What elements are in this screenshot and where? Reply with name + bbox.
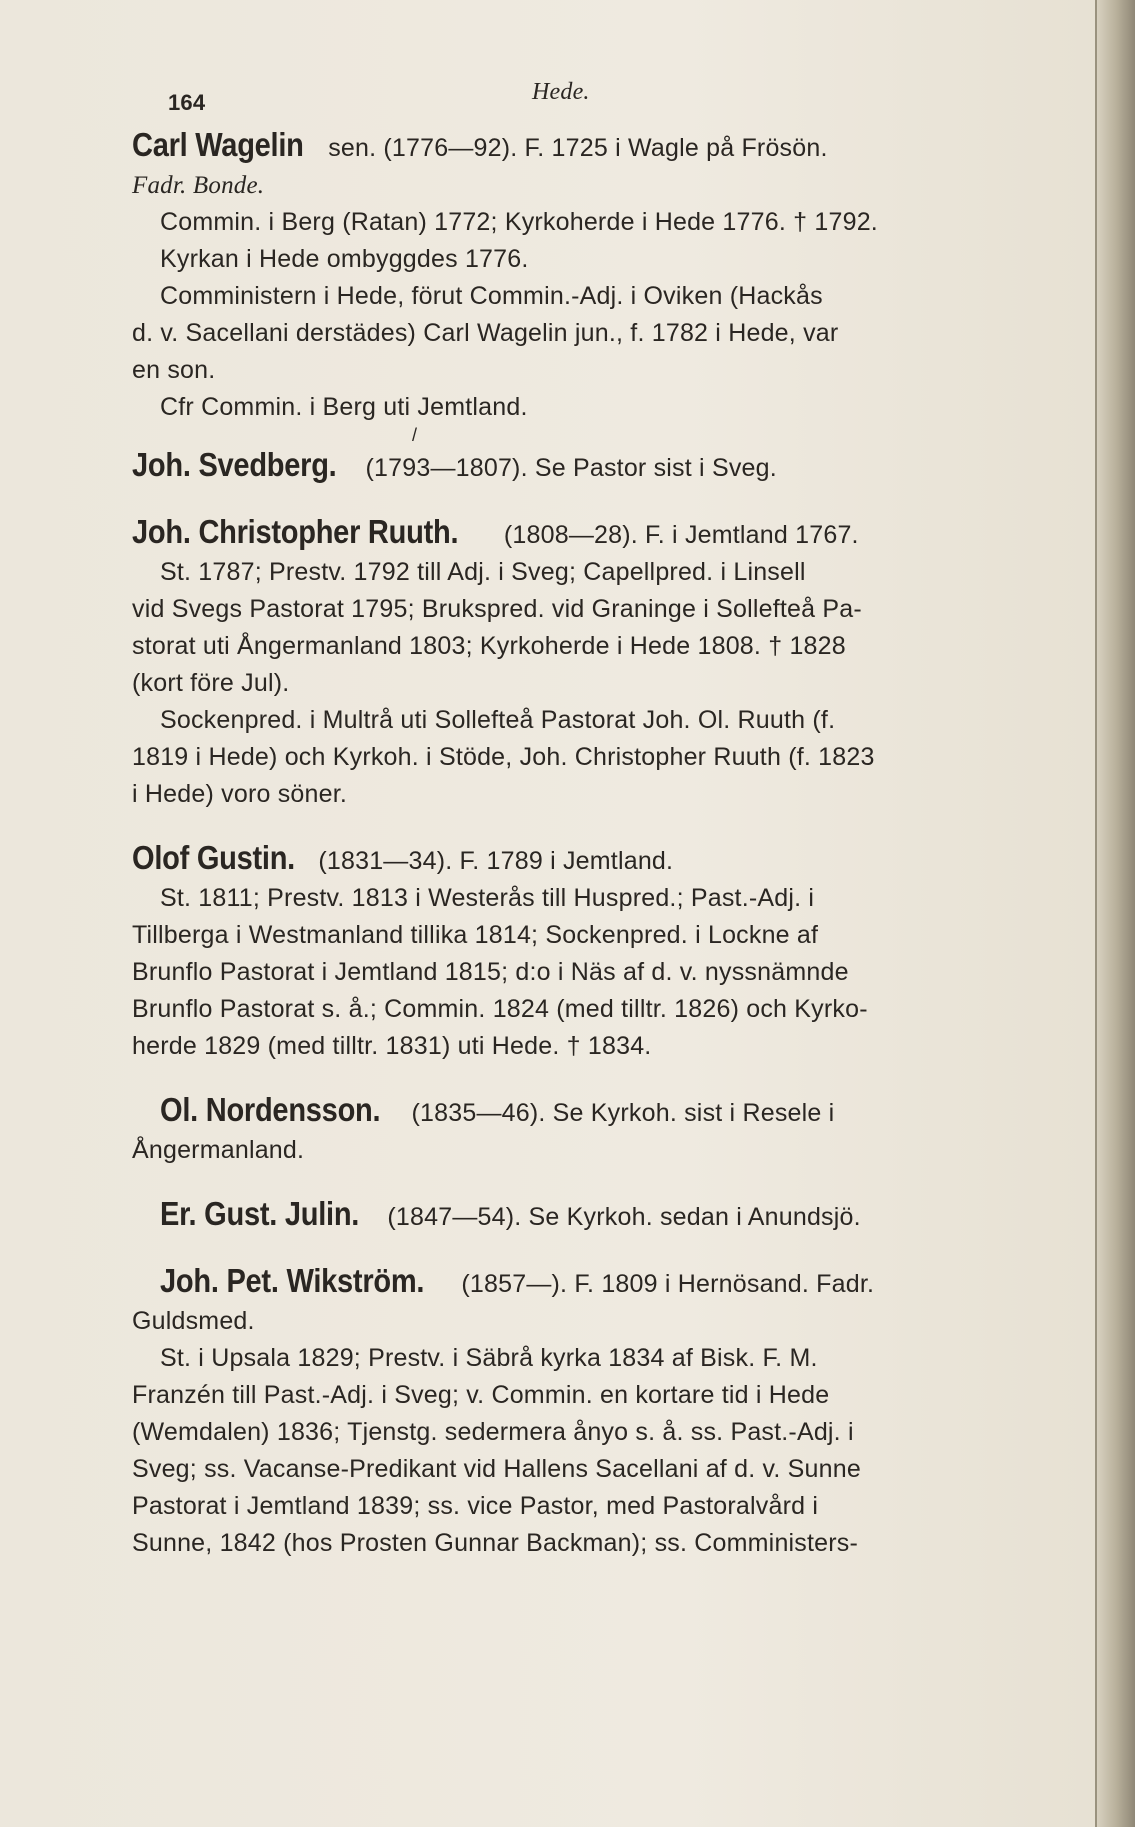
entry-line: storat uti Ångermanland 1803; Kyrkoherde i Hede 1808. † 1828: [132, 632, 846, 660]
spacer: [132, 1236, 1012, 1262]
entry-heading: [132, 839, 1012, 880]
entry-ruuth: [132, 513, 1012, 813]
entry-svedberg: [132, 446, 1012, 487]
entry-heading: [132, 1262, 1012, 1303]
running-head: Hede.: [532, 79, 590, 105]
entry-heading-line: (1847—54). Se Kyrkoh. sedan i Anundsjö.: [380, 1203, 861, 1231]
entry-line: St. i Upsala 1829; Prestv. i Säbrå kyrka 1834 af Bisk. F. M.: [160, 1344, 818, 1372]
entry-line: i Hede) voro söner.: [132, 780, 348, 808]
entry-heading-line: (1808—28). F. i Jemtland 1767.: [496, 521, 859, 549]
entry-line: d. v. Sacellani derstädes) Carl Wagelin jun., f. 1782 i Hede, var: [132, 319, 839, 347]
entry-heading: [132, 1091, 1012, 1132]
entry-heading: [132, 446, 1012, 487]
entry-nordensson: [132, 1091, 1012, 1169]
entry-line: en son.: [132, 356, 216, 384]
spacer: [132, 1169, 1012, 1195]
entry-line: Brunflo Pastorat s. å.; Commin. 1824 (med tilltr. 1826) och Kyrko-: [132, 995, 868, 1023]
entry-gustin: [132, 839, 1012, 1065]
entry-julin: [132, 1195, 1012, 1236]
entry-line: St. 1811; Prestv. 1813 i Westerås till Huspred.; Past.-Adj. i: [160, 884, 815, 912]
entry-line: Sunne, 1842 (hos Prosten Gunnar Backman); ss. Comministers-: [132, 1529, 858, 1557]
entry-name: Ol. Nordensson.: [160, 1091, 381, 1128]
entry-name: Joh. Christopher Ruuth.: [132, 513, 459, 550]
entry-line: Pastorat i Jemtland 1839; ss. vice Pastor, med Pastoralvård i: [132, 1492, 819, 1520]
spacer: [132, 1065, 1012, 1091]
entry-line: Sockenpred. i Multrå uti Sollefteå Pastorat Joh. Ol. Ruuth (f.: [160, 706, 836, 734]
page-text: [132, 70, 1012, 1562]
book-spine: [1097, 0, 1135, 1827]
entry-wikstrom: [132, 1262, 1012, 1562]
entry-heading-line: (1831—34). F. 1789 i Jemtland.: [311, 847, 674, 875]
entry-line: Commin. i Berg (Ratan) 1772; Kyrkoherde i Hede 1776. † 1792.: [160, 208, 878, 236]
entry-name: Er. Gust. Julin.: [160, 1195, 360, 1232]
entry-heading-line: (1835—46). Se Kyrkoh. sist i Resele i: [404, 1099, 835, 1127]
entry-name: Carl Wagelin: [132, 126, 304, 163]
page-number: 164: [168, 90, 206, 115]
entry-line: Tillberga i Westmanland tillika 1814; Sockenpred. i Lockne af: [132, 921, 819, 949]
entry-line: Guldsmed.: [132, 1307, 255, 1335]
entry-line: herde 1829 (med tilltr. 1831) uti Hede. † 1834.: [132, 1032, 652, 1060]
entry-heading: [132, 1195, 1012, 1236]
tick-mark: /: [412, 425, 418, 445]
entry-line: Comministern i Hede, förut Commin.-Adj. i Oviken (Hackås: [160, 282, 823, 310]
entry-line: (Wemdalen) 1836; Tjenstg. sedermera ånyo s. å. ss. Past.-Adj. i: [132, 1418, 854, 1446]
entry-heading-line: sen. (1776—92). F. 1725 i Wagle på Frösön.: [321, 134, 828, 162]
entry-line: (kort före Jul).: [132, 669, 290, 697]
entry-name: Joh. Svedberg.: [132, 446, 337, 483]
entry-line: Brunflo Pastorat i Jemtland 1815; d:o i Näs af d. v. nyssnämnde: [132, 958, 849, 986]
entry-line: Franzén till Past.-Adj. i Sveg; v. Commin. en kortare tid i Hede: [132, 1381, 830, 1409]
entry-line: 1819 i Hede) och Kyrkoh. i Stöde, Joh. Christopher Ruuth (f. 1823: [132, 743, 875, 771]
entry-heading-line: (1857—). F. 1809 i Hernösand. Fadr.: [454, 1270, 875, 1298]
entry-heading-line: (1793—1807). Se Pastor sist i Sveg.: [358, 454, 777, 482]
entry-line: St. 1787; Prestv. 1792 till Adj. i Sveg; Capellpred. i Linsell: [160, 558, 806, 586]
entry-name: Joh. Pet. Wikström.: [160, 1262, 425, 1299]
spacer: [132, 487, 1012, 513]
spacer: [132, 813, 1012, 839]
entry-carl-wagelin: [132, 126, 1012, 444]
entry-heading: [132, 126, 1012, 167]
entry-line: Cfr Commin. i Berg uti Jemtland.: [160, 393, 528, 421]
entry-line: vid Svegs Pastorat 1795; Brukspred. vid Graninge i Sollefteå Pa-: [132, 595, 862, 623]
entry-line: Ångermanland.: [132, 1136, 305, 1164]
entry-line: Fadr. Bonde.: [132, 172, 265, 199]
entry-line: Kyrkan i Hede ombyggdes 1776.: [160, 245, 529, 273]
entry-line: Sveg; ss. Vacanse-Predikant vid Hallens Sacellani af d. v. Sunne: [132, 1455, 861, 1483]
entry-name: Olof Gustin.: [132, 839, 295, 876]
page-header: [132, 70, 1012, 115]
entry-heading: [132, 513, 1012, 554]
